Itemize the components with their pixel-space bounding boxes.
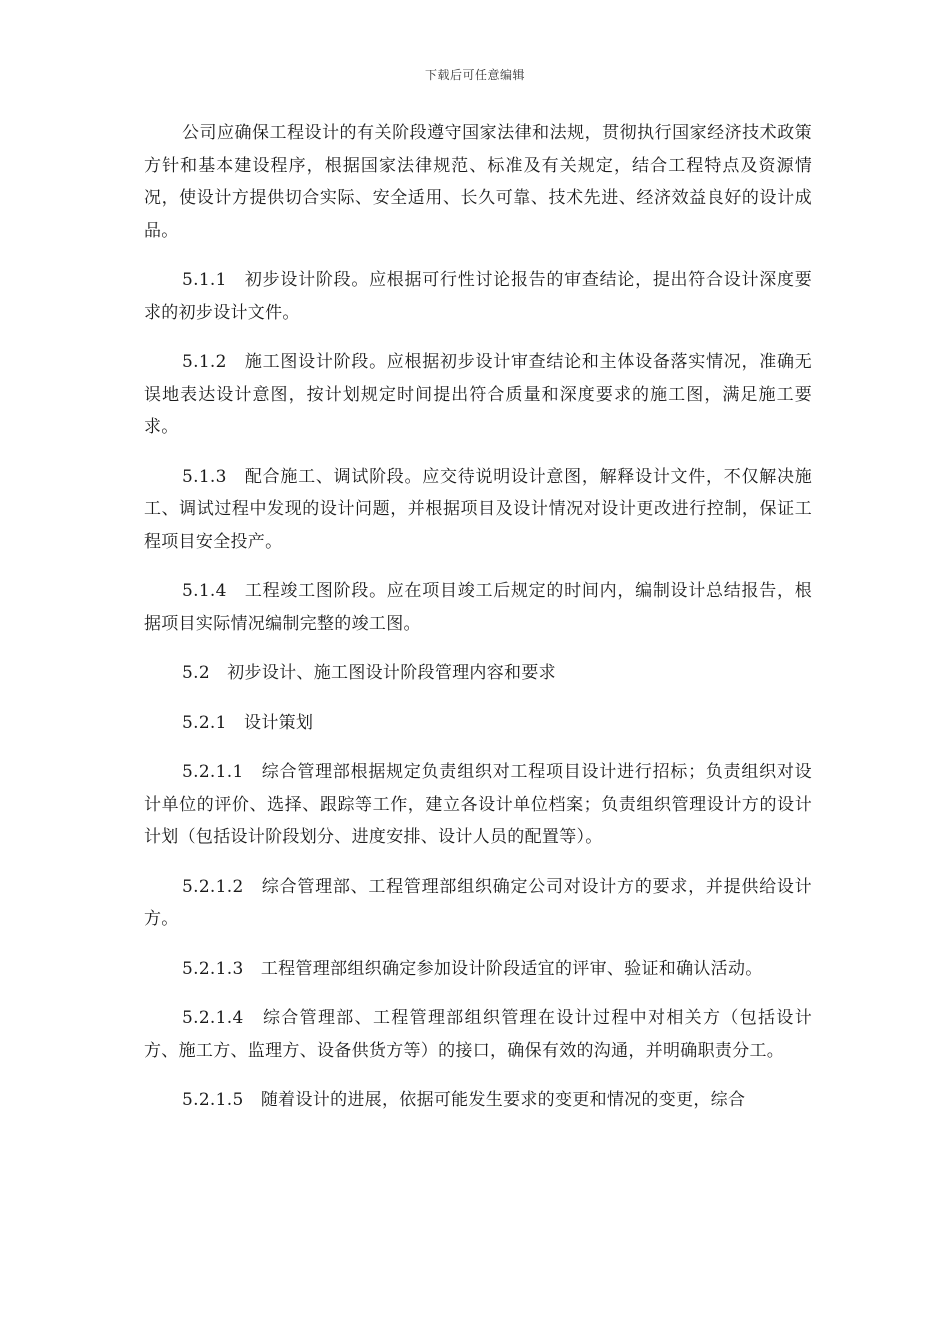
- paragraph-5-2-1-3: 5.2.1.3 工程管理部组织确定参加设计阶段适宜的评审、验证和确认活动。: [182, 958, 763, 979]
- section-heading-5-2-1: 5.2.1 设计策划: [182, 712, 314, 733]
- page-header-note: 下载后可任意编辑: [424, 68, 525, 82]
- paragraph-5-1-3: 5.1.3 配合施工、调试阶段。应交待说明设计意图，解释设计文件，不仅解决施工、调试过程中发现的设计问题，并根据项目及设计情况对设计更改进行控制，保证工程项目安全投产。: [144, 466, 812, 552]
- paragraph-5-1-2: 5.1.2 施工图设计阶段。应根据初步设计审查结论和主体设备落实情况，准确无误地表达设计意图，按计划规定时间提出符合质量和深度要求的施工图，满足施工要求。: [144, 352, 812, 437]
- paragraph-5-1-1: 5.1.1 初步设计阶段。应根据可行性讨论报告的审查结论，提出符合设计深度要求的初步设计文件。: [144, 270, 812, 323]
- paragraph-intro: 公司应确保工程设计的有关阶段遵守国家法律和法规，贯彻执行国家经济技术政策方针和基本建设程序，根据国家法律规范、标准及有关规定，结合工程特点及资源情况，使设计方提供切合实际、安全适用、长久可靠、技术先进、经济效益良好的设计成品。: [144, 123, 812, 241]
- paragraph-5-2-1-2: 5.2.1.2 综合管理部、工程管理部组织确定公司对设计方的要求，并提供给设计方。: [144, 876, 812, 929]
- paragraph-5-1-4: 5.1.4 工程竣工图阶段。应在项目竣工后规定的时间内，编制设计总结报告，根据项目实际情况编制完整的竣工图。: [144, 581, 812, 634]
- document-body: [144, 117, 812, 1134]
- section-heading-5-2: 5.2 初步设计、施工图设计阶段管理内容和要求: [182, 663, 556, 683]
- paragraph-5-2-1-4: 5.2.1.4 综合管理部、工程管理部组织管理在设计过程中对相关方（包括设计方、施工方、监理方、设备供货方等）的接口，确保有效的沟通，并明确职责分工。: [144, 1008, 812, 1061]
- paragraph-5-2-1-5: 5.2.1.5 随着设计的进展，依据可能发生要求的变更和情况的变更，综合: [182, 1090, 746, 1110]
- paragraph-5-2-1-1: 5.2.1.1 综合管理部根据规定负责组织对工程项目设计进行招标；负责组织对设计单位的评价、选择、跟踪等工作，建立各设计单位档案；负责组织管理设计方的设计计划（包括设计阶段划分、进度安排、设计人员的配置等）。: [144, 762, 812, 847]
